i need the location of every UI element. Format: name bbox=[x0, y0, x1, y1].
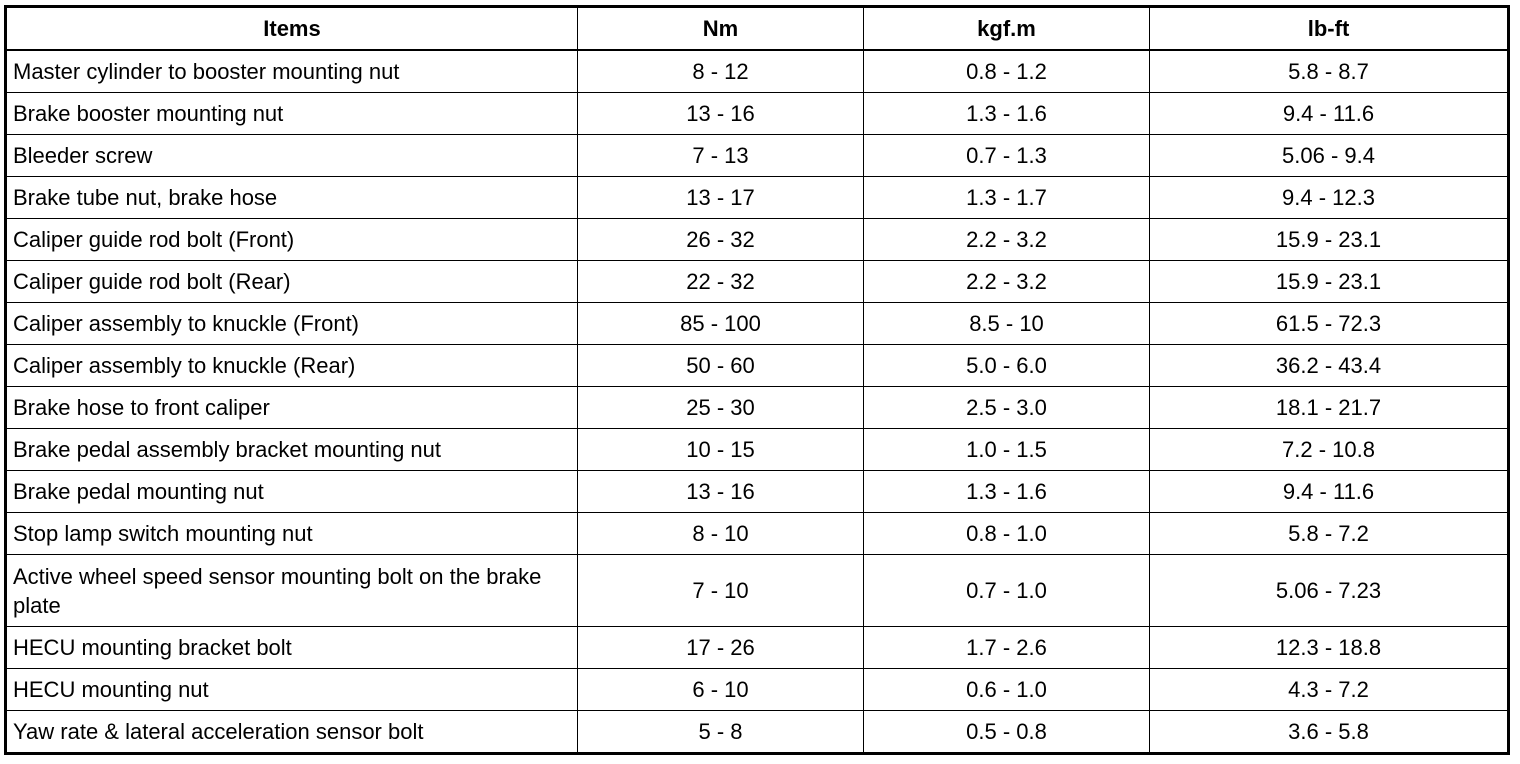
torque-spec-table-wrapper bbox=[4, 5, 1507, 755]
cell-kgfm: 0.5 - 0.8 bbox=[864, 711, 1150, 754]
table-row bbox=[6, 93, 1509, 135]
torque-spec-table bbox=[4, 5, 1510, 755]
cell-item: Caliper assembly to knuckle (Rear) bbox=[6, 345, 578, 387]
cell-nm: 13 - 17 bbox=[578, 177, 864, 219]
header-lbft: lb-ft bbox=[1150, 7, 1509, 51]
table-row bbox=[6, 303, 1509, 345]
cell-item: Stop lamp switch mounting nut bbox=[6, 513, 578, 555]
cell-lbft: 4.3 - 7.2 bbox=[1150, 669, 1509, 711]
cell-nm: 6 - 10 bbox=[578, 669, 864, 711]
cell-kgfm: 8.5 - 10 bbox=[864, 303, 1150, 345]
cell-item: HECU mounting nut bbox=[6, 669, 578, 711]
cell-lbft: 9.4 - 12.3 bbox=[1150, 177, 1509, 219]
cell-lbft: 61.5 - 72.3 bbox=[1150, 303, 1509, 345]
table-row bbox=[6, 669, 1509, 711]
cell-item: Bleeder screw bbox=[6, 135, 578, 177]
cell-nm: 25 - 30 bbox=[578, 387, 864, 429]
cell-kgfm: 2.5 - 3.0 bbox=[864, 387, 1150, 429]
cell-nm: 8 - 12 bbox=[578, 50, 864, 93]
table-row bbox=[6, 513, 1509, 555]
cell-item: Yaw rate & lateral acceleration sensor bolt bbox=[6, 711, 578, 754]
cell-lbft: 36.2 - 43.4 bbox=[1150, 345, 1509, 387]
cell-lbft: 18.1 - 21.7 bbox=[1150, 387, 1509, 429]
cell-lbft: 3.6 - 5.8 bbox=[1150, 711, 1509, 754]
table-header-row bbox=[6, 7, 1509, 51]
cell-nm: 17 - 26 bbox=[578, 627, 864, 669]
cell-item: Active wheel speed sensor mounting bolt on the brake plate bbox=[6, 555, 578, 627]
table-row bbox=[6, 711, 1509, 754]
cell-lbft: 5.8 - 8.7 bbox=[1150, 50, 1509, 93]
cell-kgfm: 0.7 - 1.3 bbox=[864, 135, 1150, 177]
cell-nm: 13 - 16 bbox=[578, 93, 864, 135]
table-row bbox=[6, 627, 1509, 669]
cell-kgfm: 0.8 - 1.2 bbox=[864, 50, 1150, 93]
table-row bbox=[6, 261, 1509, 303]
cell-kgfm: 1.3 - 1.6 bbox=[864, 471, 1150, 513]
cell-item: Brake pedal assembly bracket mounting nut bbox=[6, 429, 578, 471]
cell-kgfm: 1.7 - 2.6 bbox=[864, 627, 1150, 669]
cell-nm: 10 - 15 bbox=[578, 429, 864, 471]
cell-nm: 7 - 10 bbox=[578, 555, 864, 627]
cell-lbft: 12.3 - 18.8 bbox=[1150, 627, 1509, 669]
cell-lbft: 5.06 - 7.23 bbox=[1150, 555, 1509, 627]
cell-kgfm: 0.8 - 1.0 bbox=[864, 513, 1150, 555]
cell-kgfm: 0.6 - 1.0 bbox=[864, 669, 1150, 711]
cell-kgfm: 5.0 - 6.0 bbox=[864, 345, 1150, 387]
table-row bbox=[6, 177, 1509, 219]
cell-lbft: 9.4 - 11.6 bbox=[1150, 93, 1509, 135]
cell-item: HECU mounting bracket bolt bbox=[6, 627, 578, 669]
table-row bbox=[6, 219, 1509, 261]
cell-kgfm: 2.2 - 3.2 bbox=[864, 261, 1150, 303]
cell-lbft: 7.2 - 10.8 bbox=[1150, 429, 1509, 471]
table-row bbox=[6, 429, 1509, 471]
header-nm: Nm bbox=[578, 7, 864, 51]
cell-lbft: 15.9 - 23.1 bbox=[1150, 219, 1509, 261]
cell-item: Master cylinder to booster mounting nut bbox=[6, 50, 578, 93]
cell-nm: 8 - 10 bbox=[578, 513, 864, 555]
cell-lbft: 9.4 - 11.6 bbox=[1150, 471, 1509, 513]
cell-lbft: 5.06 - 9.4 bbox=[1150, 135, 1509, 177]
cell-nm: 85 - 100 bbox=[578, 303, 864, 345]
header-kgfm: kgf.m bbox=[864, 7, 1150, 51]
header-items: Items bbox=[6, 7, 578, 51]
cell-kgfm: 1.3 - 1.7 bbox=[864, 177, 1150, 219]
cell-nm: 5 - 8 bbox=[578, 711, 864, 754]
cell-item: Brake pedal mounting nut bbox=[6, 471, 578, 513]
table-row bbox=[6, 471, 1509, 513]
cell-kgfm: 1.3 - 1.6 bbox=[864, 93, 1150, 135]
cell-kgfm: 1.0 - 1.5 bbox=[864, 429, 1150, 471]
cell-nm: 26 - 32 bbox=[578, 219, 864, 261]
table-row bbox=[6, 135, 1509, 177]
table-row bbox=[6, 345, 1509, 387]
table-row bbox=[6, 50, 1509, 93]
cell-lbft: 15.9 - 23.1 bbox=[1150, 261, 1509, 303]
cell-nm: 50 - 60 bbox=[578, 345, 864, 387]
cell-nm: 13 - 16 bbox=[578, 471, 864, 513]
cell-item: Brake booster mounting nut bbox=[6, 93, 578, 135]
table-row bbox=[6, 555, 1509, 627]
table-body bbox=[6, 50, 1509, 754]
cell-item: Caliper guide rod bolt (Front) bbox=[6, 219, 578, 261]
cell-item: Brake hose to front caliper bbox=[6, 387, 578, 429]
cell-item: Caliper guide rod bolt (Rear) bbox=[6, 261, 578, 303]
cell-item: Caliper assembly to knuckle (Front) bbox=[6, 303, 578, 345]
cell-nm: 22 - 32 bbox=[578, 261, 864, 303]
cell-kgfm: 0.7 - 1.0 bbox=[864, 555, 1150, 627]
cell-lbft: 5.8 - 7.2 bbox=[1150, 513, 1509, 555]
cell-item: Brake tube nut, brake hose bbox=[6, 177, 578, 219]
cell-kgfm: 2.2 - 3.2 bbox=[864, 219, 1150, 261]
table-row bbox=[6, 387, 1509, 429]
cell-nm: 7 - 13 bbox=[578, 135, 864, 177]
